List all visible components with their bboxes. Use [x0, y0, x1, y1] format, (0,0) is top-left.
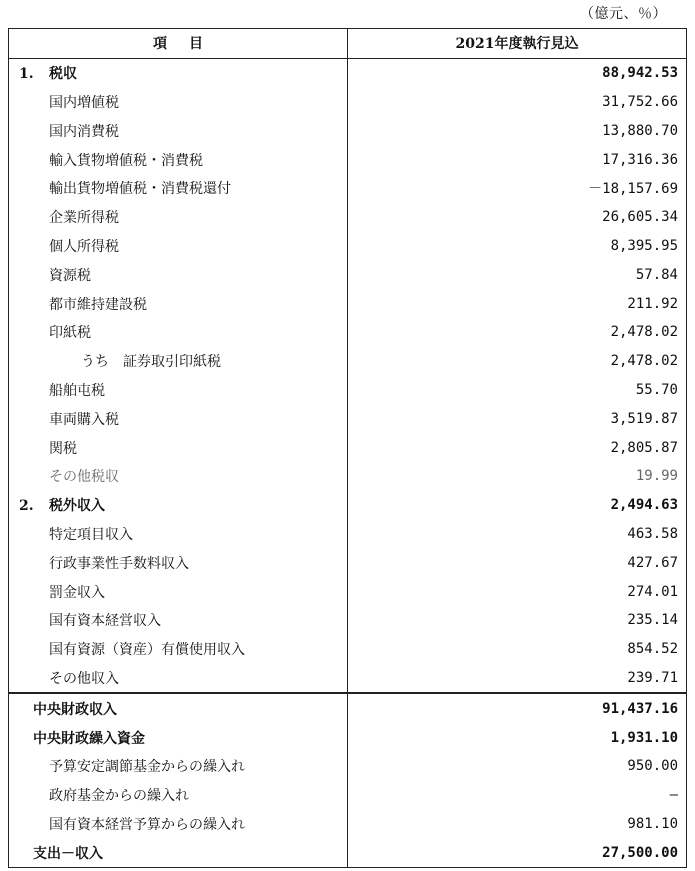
- row-label: [9, 376, 348, 405]
- row-label-text: 車両購入税: [49, 411, 119, 428]
- row-value: 55.70: [348, 376, 687, 405]
- row-value: 31,752.66: [348, 88, 687, 117]
- row-value: 3,519.87: [348, 404, 687, 433]
- row-label: [9, 203, 348, 232]
- table-row: [9, 606, 687, 635]
- row-label-text: 輸入貨物増値税・消費税: [49, 152, 203, 169]
- row-label-text: うち 証券取引印紙税: [81, 354, 221, 371]
- table-row: [9, 693, 687, 723]
- table-row: [9, 548, 687, 577]
- row-value: 19.99: [348, 462, 687, 491]
- table-row: [9, 145, 687, 174]
- row-label-text: 中央財政繰入資金: [33, 730, 145, 747]
- row-label-text: 国内増値税: [49, 94, 119, 111]
- row-label-text: 企業所得税: [49, 210, 119, 227]
- row-label-text: 都市維持建設税: [49, 296, 147, 313]
- table-row: [9, 260, 687, 289]
- row-label: [9, 174, 348, 203]
- row-label-text: 税収: [49, 66, 77, 83]
- row-label-text: 政府基金からの繰入れ: [49, 788, 189, 805]
- table-row: [9, 810, 687, 839]
- row-label: [9, 289, 348, 318]
- row-value: —: [348, 781, 687, 810]
- row-label-text: その他収入: [49, 670, 119, 687]
- row-label: [9, 548, 348, 577]
- table-row: [9, 520, 687, 549]
- row-label: [9, 635, 348, 664]
- row-value: 91,437.16: [348, 693, 687, 723]
- table-header-row: [9, 29, 687, 59]
- row-label: [9, 752, 348, 781]
- row-value: 13,880.70: [348, 116, 687, 145]
- row-value: 463.58: [348, 520, 687, 549]
- table-row: [9, 347, 687, 376]
- row-number: 1.: [19, 66, 34, 83]
- row-label: [9, 664, 348, 694]
- row-label-text: その他税収: [49, 469, 119, 486]
- row-label: [9, 693, 348, 723]
- budget-table: [8, 28, 687, 868]
- row-value: 26,605.34: [348, 203, 687, 232]
- table-row: [9, 318, 687, 347]
- table-row: [9, 174, 687, 203]
- table-row: [9, 58, 687, 87]
- table-row: [9, 376, 687, 405]
- row-value: 235.14: [348, 606, 687, 635]
- row-value: 2,805.87: [348, 433, 687, 462]
- row-label: [9, 260, 348, 289]
- row-label: [9, 462, 348, 491]
- row-label: [9, 88, 348, 117]
- row-value: 2,478.02: [348, 318, 687, 347]
- row-value: 88,942.53: [348, 58, 687, 87]
- row-label-text: 中央財政収入: [33, 701, 117, 718]
- row-value: 2,478.02: [348, 347, 687, 376]
- table-row: [9, 781, 687, 810]
- table-row: [9, 433, 687, 462]
- row-label-text: 印紙税: [49, 325, 91, 342]
- row-value: 950.00: [348, 752, 687, 781]
- row-label-text: 国内消費税: [49, 123, 119, 140]
- table-row: [9, 289, 687, 318]
- row-number: 2.: [19, 498, 34, 515]
- row-value: 27,500.00: [348, 838, 687, 867]
- row-label: [9, 145, 348, 174]
- row-label: [9, 433, 348, 462]
- row-value: 8,395.95: [348, 232, 687, 261]
- row-value: 1,931.10: [348, 723, 687, 752]
- row-label-text: 国有資本経営予算からの繰入れ: [49, 816, 245, 833]
- row-label: [9, 347, 348, 376]
- row-label-text: 関税: [49, 440, 77, 457]
- row-label: [9, 520, 348, 549]
- table-row: [9, 404, 687, 433]
- row-value: 854.52: [348, 635, 687, 664]
- row-label-text: 行政事業性手数料収入: [49, 555, 189, 572]
- table-row: [9, 577, 687, 606]
- row-label: [9, 404, 348, 433]
- table-row: [9, 838, 687, 867]
- row-label: [9, 810, 348, 839]
- table-row: [9, 232, 687, 261]
- row-label: [9, 838, 348, 867]
- table-row: [9, 723, 687, 752]
- row-label: [9, 116, 348, 145]
- row-value: 57.84: [348, 260, 687, 289]
- row-label-text: 資源税: [49, 267, 91, 284]
- row-label: [9, 491, 348, 520]
- row-label-text: 輸出貨物増値税・消費税還付: [49, 181, 231, 198]
- row-label: [9, 606, 348, 635]
- row-value: 981.10: [348, 810, 687, 839]
- row-label-text: 船舶屯税: [49, 382, 105, 399]
- row-label: [9, 232, 348, 261]
- unit-note: （億元、％）: [580, 6, 667, 22]
- row-label-text: 税外収入: [49, 498, 105, 515]
- table-row: [9, 203, 687, 232]
- header-item: 項目: [9, 29, 348, 59]
- row-value: 427.67: [348, 548, 687, 577]
- row-label-text: 支出－収入: [33, 845, 103, 862]
- row-label-text: 特定項目収入: [49, 526, 133, 543]
- row-value: －18,157.69: [348, 174, 687, 203]
- row-label: [9, 781, 348, 810]
- row-label-text: 予算安定調節基金からの繰入れ: [49, 759, 245, 776]
- row-value: 17,316.36: [348, 145, 687, 174]
- table-row: [9, 116, 687, 145]
- table-row: [9, 752, 687, 781]
- row-label: [9, 318, 348, 347]
- row-label-text: 国有資源（資産）有償使用収入: [49, 642, 245, 659]
- table-row: [9, 88, 687, 117]
- row-label: [9, 723, 348, 752]
- table-row: [9, 491, 687, 520]
- table-row: [9, 462, 687, 491]
- row-value: 211.92: [348, 289, 687, 318]
- table-row: [9, 664, 687, 694]
- row-value: 2,494.63: [348, 491, 687, 520]
- row-label-text: 罰金収入: [49, 584, 105, 601]
- row-label: [9, 58, 348, 87]
- row-value: 239.71: [348, 664, 687, 694]
- row-label: [9, 577, 348, 606]
- table-row: [9, 635, 687, 664]
- row-value: 274.01: [348, 577, 687, 606]
- header-value: 2021年度執行見込: [348, 29, 687, 59]
- row-label-text: 国有資本経営収入: [49, 613, 161, 630]
- row-label-text: 個人所得税: [49, 238, 119, 255]
